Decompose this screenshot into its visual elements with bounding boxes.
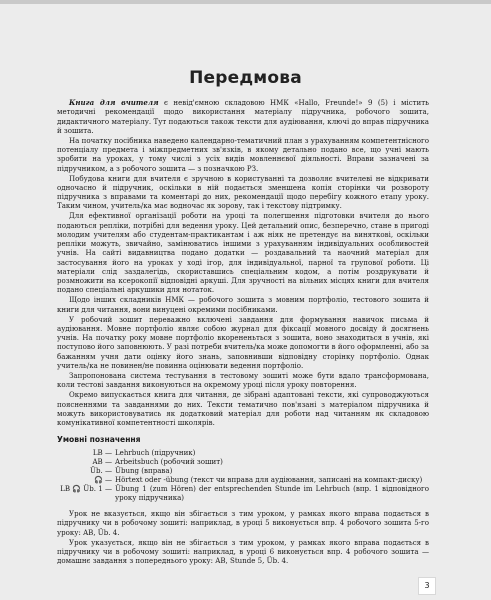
after-paragraph-1: Урок не вказується, якщо він збігається з тим уроком, у рамках якого вправа подається в підручнику чи в робочому зошиті: наприклад, в уроці 5 виконується впр. 4 робочого зошита 5-го уроку: AB, Üb. 4. xyxy=(57,509,429,537)
paragraph-5 xyxy=(57,295,429,314)
paragraph-text: У робочий зошит переважно включені завдання для формування навичок письма й аудіювання. Мовне портфоліо являє собою журнал для фіксації мовного досвіду й досягнень учнів. На початку року мовне портфоліо вкорененьться з зошита, воно знаходиться в учнів, які поступово його заповнюють. У разі потреби вчитель/ка може допомогти в його оформленні, або за бажанням учня дати оцінку його знань, заповнивши відповідну сторінку портфоліо. Однак учитель/ка не повинен/не повинна оцінювати ведення портфоліо. xyxy=(57,314,429,370)
paragraph-text: Побудова книги для вчителя є зручною в користуванні та дозволяє вчителеві не відкривати одночасно й підручник, оскільки в ній подається зменшена копія сторінки чи розвороту підручника з вправами та коментарі до них, рекомендації щодо перебігу кожного етапу уроку. Таким чином, учитель/ка має водночас як зорову, так і текстову підтримку. xyxy=(57,173,429,211)
notation-text: Lehrbuch (підручник) xyxy=(115,447,196,457)
page-number: 3 xyxy=(418,577,436,595)
notation-text: Arbeitsbuch (робочий зошит) xyxy=(115,456,223,466)
after-notes xyxy=(57,509,429,565)
notation-text: Übung 1 (zum Hören) der entsprechenden Stunde im Lehrbuch (впр. 1 відповідного уроку підручника) xyxy=(115,483,429,503)
paragraph-text: На початку посібника наведено календарно-тематичний план з урахуванням компетентнісного потенціалу предмета і міжпредметних зв'язків, в якому детально подано все, що учні мають зробити на уроках, у тому числі з усіх видів мовленнєвої діяльності. Вправи зазначені за підручником, а з робочого зошита — з позначкою РЗ. xyxy=(57,135,429,173)
notation-item xyxy=(57,484,429,502)
notation-text: Übung (вправа) xyxy=(115,465,173,475)
paragraph-text: Для ефективної організації роботи на уроці та полегшення підготовки вчителя до нього подаються репліки, потрібні для ведення уроку. Цей детальний опис, безперечно, стане в пригоді молодим учителям або студентам-практикантам і аж ніяк не претендує на виняткові, оскільки репліки можуть, звичайно, замінюватись іншими з урахуванням індивідуальних особливостей учнів. На сайті видавництва подано додатки — роздавальний та наочний матеріал для застосування його на уроках у ході ігор, для індивідуальної, парної та групової роботи. Ці матеріали слід заздалегідь, скориставшись спеціальним кодом, а потім роздрукувати й розмножити на ксерокопії відповідні аркуші. Для зручності на вільних місцях книги для вчителя подано спеціальні аркушики для нотаток. xyxy=(57,211,429,295)
paragraph-text: Запропонована система тестування в тестовому зошиті може бути вдало трансформована, коли тестові завдання виконуються на окремому уроці після уроку повторення. xyxy=(57,371,429,390)
paragraph-6 xyxy=(57,315,429,371)
paragraph-text: є невід'ємною складовою НМК «Hallo, Freunde!» 9 (5) і містить методичні рекомендації щодо використання матеріалу підручника, робочого зошита, дидактичного матеріалу. Тут подаються також тексти для аудіювання, ключі до вправ підручника й зошита. xyxy=(57,98,429,135)
notations-title: Умовні позначення xyxy=(57,435,141,445)
headphones-icon-notation: 🎧 — xyxy=(93,474,112,484)
notation-item xyxy=(57,448,429,457)
paragraph-7 xyxy=(57,371,429,390)
notation-item xyxy=(57,466,429,475)
notation-code: Üb. — xyxy=(90,465,112,475)
body-text xyxy=(57,98,429,566)
paragraph-text: Окремо випускається книга для читання, де зібрані адаптовані тексти, які супроводжуються поясненнями та завданнями до них. Тексти тематично пов'язані з матеріалом підручника й можуть використовуватись як додатковий матеріал для роботи над читанням як складовою комунікативної компетентності школярів. xyxy=(57,390,429,428)
paragraph-text: Щодо інших складників НМК — робочого зошита з мовним портфоліо, тестового зошита й книги для читання, вони винуцені окремими посібниками. xyxy=(57,295,429,314)
page-title: Передмова xyxy=(189,68,302,88)
notation-item xyxy=(57,475,429,484)
notation-item xyxy=(57,457,429,466)
notations-list xyxy=(57,448,429,503)
paragraph-4 xyxy=(57,211,429,294)
notation-code: AB — xyxy=(92,456,112,466)
paragraph-8 xyxy=(57,390,429,427)
paragraph-2 xyxy=(57,136,429,173)
top-rule xyxy=(0,0,491,4)
notation-text: Hörtext oder -übung (текст чи вправа для аудіювання, записані на компакт-диску) xyxy=(115,474,423,484)
paragraph-3 xyxy=(57,174,429,211)
paragraph-1 xyxy=(57,98,429,135)
notation-code: LB — xyxy=(92,447,112,457)
after-paragraph-2: Урок указується, якщо він не збігається з тим уроком, у рамках якого вправа подається в підручнику чи в робочому зошиті: наприклад, в уроці 6 виконується впр. 4 робочого зошита — домашнє завдання з попереднього уроку: AB, Stunde 5, Üb. 4. xyxy=(57,537,429,566)
paragraph-lead: Книга для вчителя xyxy=(69,98,159,107)
notation-code: LB 🎧 Üb. 1 — xyxy=(60,483,112,493)
